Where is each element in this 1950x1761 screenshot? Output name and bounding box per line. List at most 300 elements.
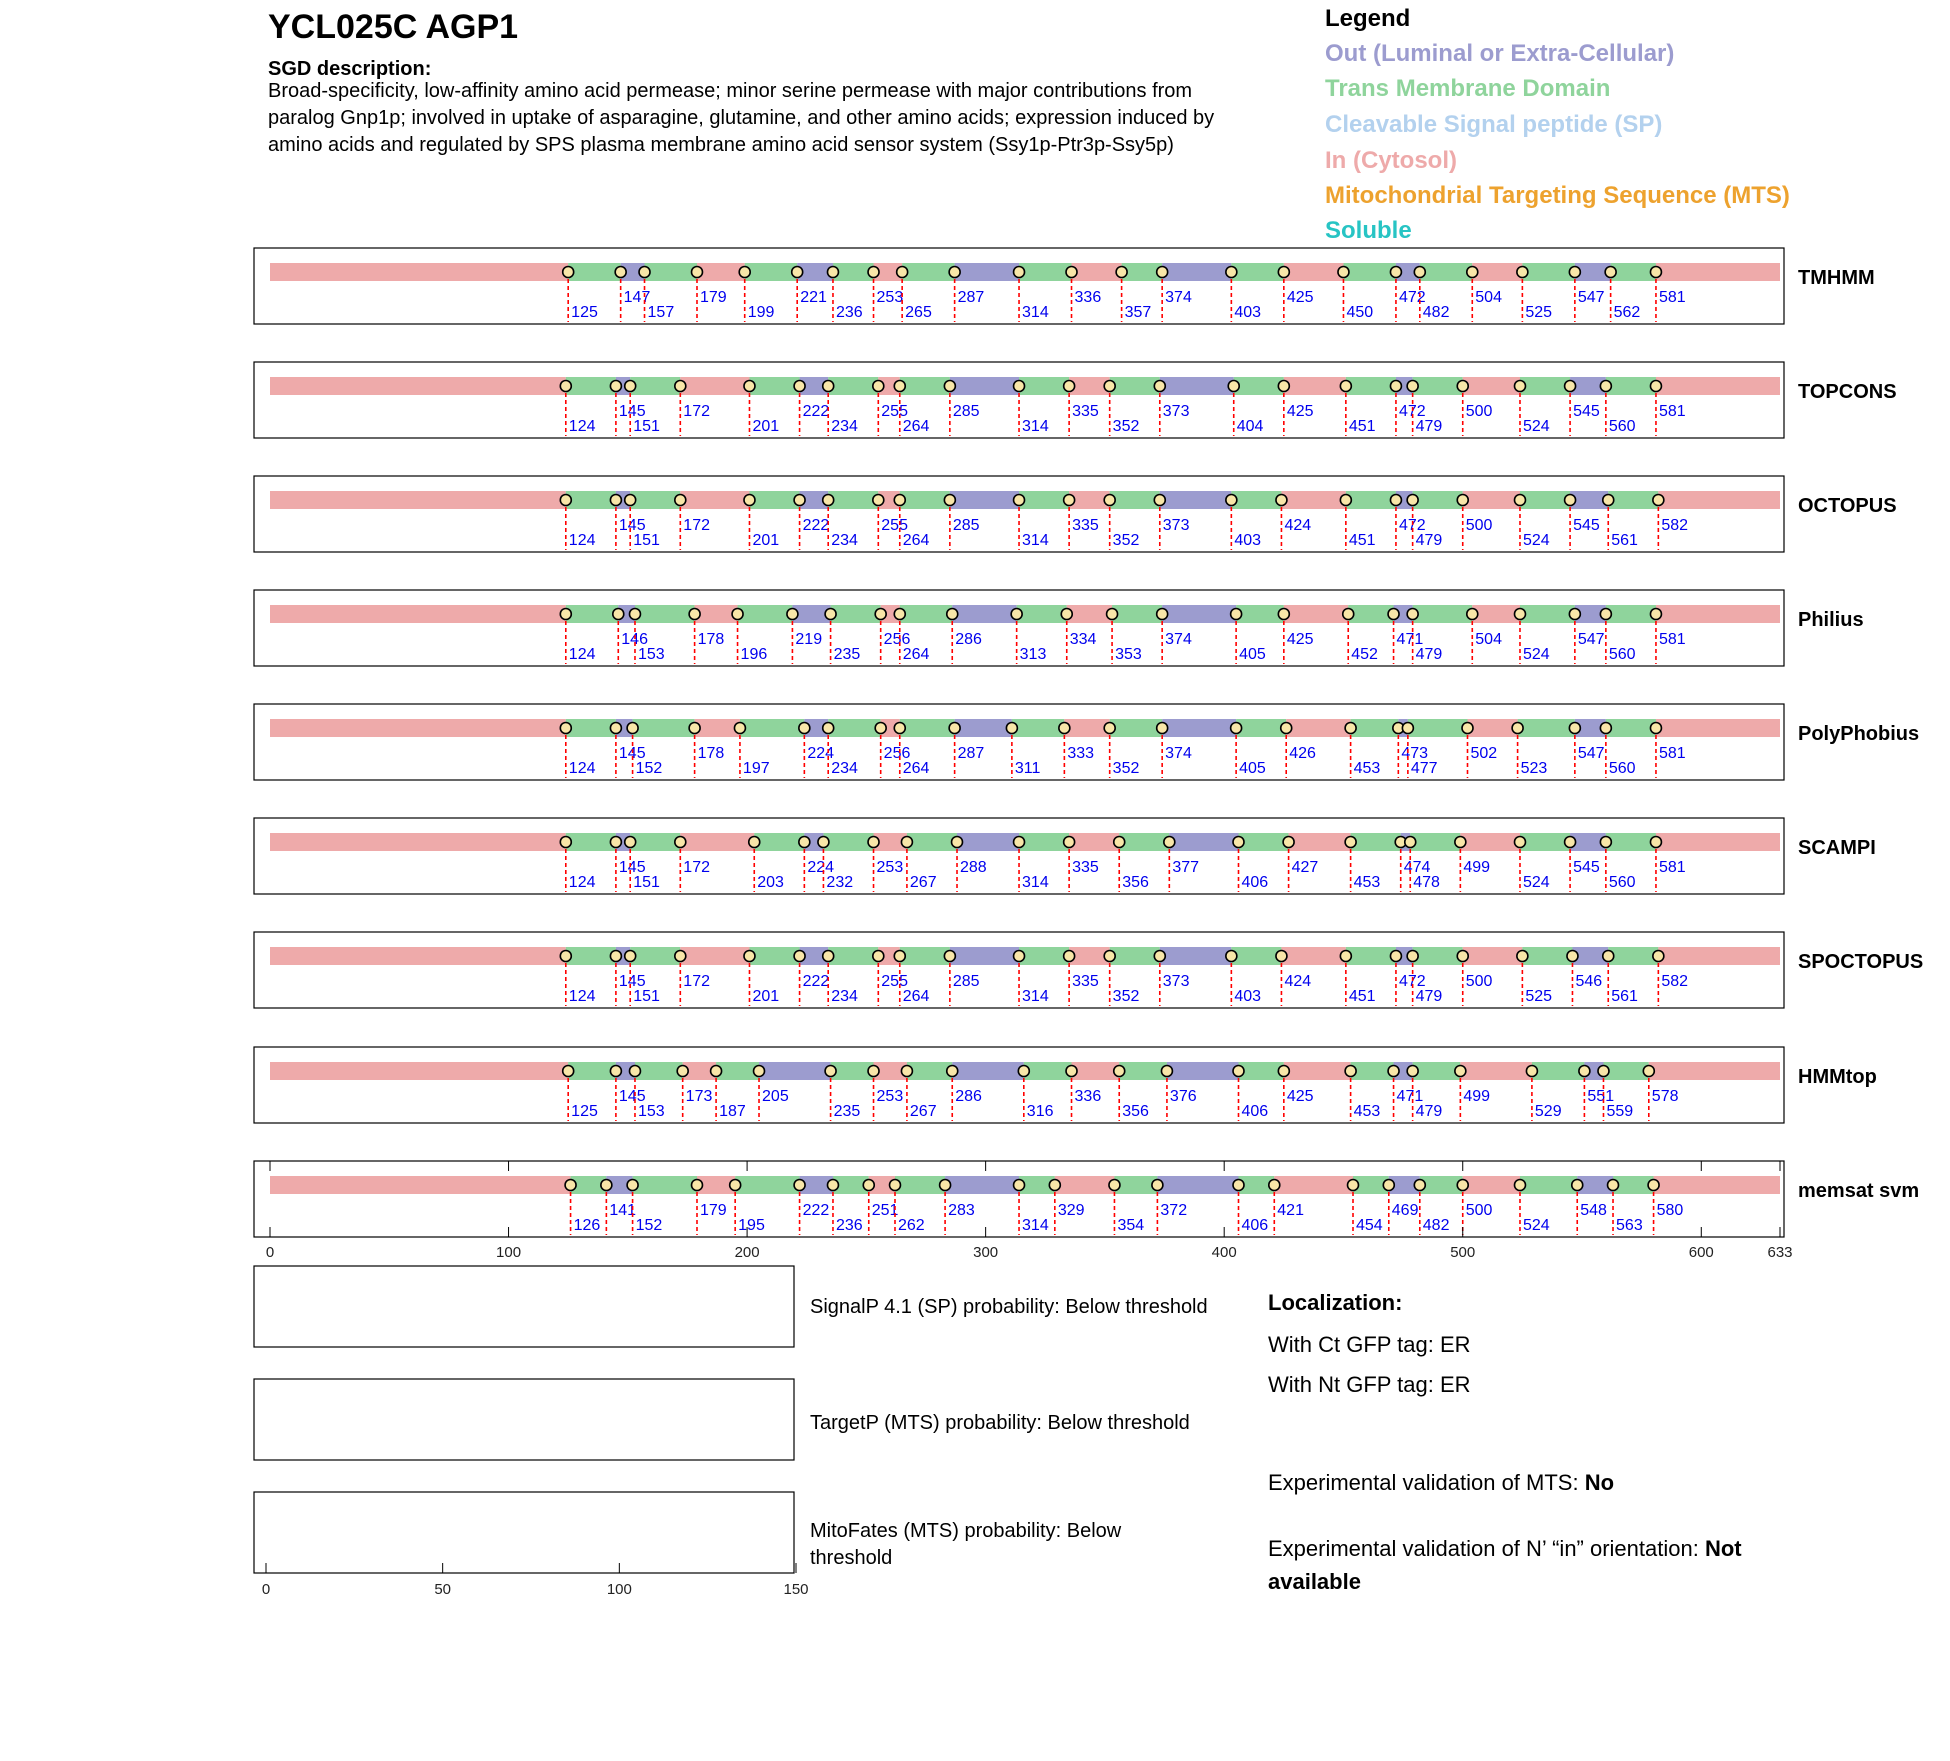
boundary-marker [754,1066,765,1077]
boundary-marker [1405,837,1416,848]
predictor-name: SPOCTOPUS [1798,951,1924,973]
boundary-marker [613,609,624,620]
boundary-position-label: 377 [1172,859,1200,876]
boundary-marker [1390,495,1401,506]
boundary-position-label: 151 [633,874,660,891]
boundary-marker [563,1066,574,1077]
topology-segment [1119,1062,1167,1080]
boundary-position-label: 201 [752,418,780,435]
topology-segment [1520,833,1570,851]
boundary-marker [615,267,626,278]
topology-segment [1236,719,1286,737]
boundary-marker [1228,381,1239,392]
mitofates-panel [254,1492,794,1573]
boundary-marker [940,1180,951,1191]
topology-segment [1019,263,1071,281]
boundary-marker [1567,951,1578,962]
boundary-position-label: 547 [1577,289,1605,306]
boundary-position-label: 406 [1241,874,1269,891]
topology-segment [1654,1176,1780,1194]
boundary-marker [1462,723,1473,734]
boundary-marker [1340,381,1351,392]
boundary-marker [625,495,636,506]
boundary-marker [732,609,743,620]
orientation-validation-label: Experimental validation of N’ “in” orientation: [1268,1536,1705,1561]
boundary-position-label: 264 [902,646,930,663]
boundary-marker [944,381,955,392]
boundary-position-label: 353 [1115,646,1142,663]
topology-segment [1289,833,1351,851]
boundary-marker [1064,951,1075,962]
topology-segment [754,833,804,851]
targetp-text: TargetP (MTS) probability: Below threshold [810,1412,1190,1434]
boundary-position-label: 547 [1577,745,1605,762]
boundary-position-label: 153 [637,1103,665,1120]
topology-segment [1410,833,1460,851]
boundary-position-label: 314 [1022,988,1049,1005]
boundary-marker [675,951,686,962]
x-axis-tick-label: 0 [265,1244,275,1261]
boundary-marker [1104,381,1115,392]
boundary-position-label: 151 [633,532,660,549]
topology-segment [568,1062,616,1080]
boundary-marker [1514,609,1525,620]
boundary-position-label: 285 [952,517,980,534]
boundary-marker [1231,609,1242,620]
topology-segment [1606,377,1656,395]
boundary-marker [1407,381,1418,392]
topology-segment [1281,491,1345,509]
topology-segment [1460,1062,1532,1080]
boundary-marker [1579,1066,1590,1077]
boundary-position-label: 578 [1651,1088,1679,1105]
boundary-marker [827,1180,838,1191]
boundary-marker [901,1066,912,1077]
boundary-marker [1514,1180,1525,1191]
predictor-row [254,476,1897,552]
boundary-marker [1457,951,1468,962]
boundary-position-label: 529 [1534,1103,1562,1120]
topology-segment [907,1062,952,1080]
topology-segment [1169,833,1238,851]
boundary-marker [794,1180,805,1191]
topology-segment [1024,1062,1072,1080]
boundary-marker [1066,267,1077,278]
topology-segment [950,947,1019,965]
boundary-position-label: 453 [1353,874,1381,891]
predictor-row [254,932,1923,1008]
boundary-position-label: 500 [1465,973,1493,990]
topology-segment [749,491,799,509]
boundary-position-label: 426 [1289,745,1316,762]
boundary-position-label: 199 [747,304,775,321]
topology-segment [907,833,957,851]
boundary-marker [1281,723,1292,734]
topology-segment [828,719,880,737]
boundary-marker [868,267,879,278]
predictor-row [254,362,1897,438]
legend-item-sp: Cleavable Signal peptide (SP) [1325,111,1663,138]
boundary-position-label: 311 [1014,760,1041,777]
boundary-position-label: 314 [1022,304,1049,321]
boundary-marker [1014,951,1025,962]
boundary-marker [1414,1180,1425,1191]
topology-segment [1286,719,1350,737]
topology-segment [1234,377,1284,395]
boundary-position-label: 145 [618,745,646,762]
boundary-position-label: 581 [1658,745,1686,762]
boundary-position-label: 124 [568,988,596,1005]
boundary-marker [1565,837,1576,848]
boundary-position-label: 151 [633,418,660,435]
boundary-position-label: 453 [1353,760,1381,777]
boundary-marker [947,609,958,620]
boundary-marker [1457,1180,1468,1191]
boundary-marker [1600,837,1611,848]
boundary-marker [610,381,621,392]
topology-segment [900,719,955,737]
topology-segment [1606,833,1656,851]
boundary-position-label: 264 [902,418,930,435]
topology-segment [633,719,695,737]
boundary-marker [689,609,700,620]
boundary-position-label: 545 [1573,403,1600,420]
boundary-position-label: 479 [1415,532,1443,549]
boundary-position-label: 141 [609,1202,637,1219]
topology-segment [566,833,616,851]
topology-segment [823,833,873,851]
topology-segment [630,947,680,965]
topology-segment [1274,1176,1353,1194]
topology-segment [1611,263,1656,281]
boundary-marker [1608,1180,1619,1191]
boundary-position-label: 425 [1286,631,1314,648]
topology-segment [955,263,1019,281]
boundary-position-label: 126 [573,1217,601,1234]
topology-segment [1012,719,1064,737]
x-axis-tick-label: 300 [973,1244,999,1261]
topology-segment [1346,947,1396,965]
predictor-row [254,818,1876,894]
boundary-position-label: 178 [697,631,725,648]
topology-segment [270,719,566,737]
boundary-marker [625,951,636,962]
boundary-position-label: 482 [1422,304,1450,321]
topology-segment [1408,719,1468,737]
boundary-position-label: 234 [831,988,858,1005]
boundary-position-label: 145 [618,859,646,876]
boundary-marker [744,495,755,506]
topology-segment [749,377,799,395]
boundary-marker [1345,723,1356,734]
boundary-marker [825,609,836,620]
boundary-position-label: 580 [1656,1202,1684,1219]
topology-segment [1160,947,1232,965]
boundary-position-label: 262 [897,1217,925,1234]
mitofates-text-line-2: threshold [810,1547,893,1569]
boundary-marker [823,723,834,734]
boundary-marker [1414,267,1425,278]
boundary-position-label: 482 [1422,1217,1450,1234]
boundary-marker [1278,381,1289,392]
boundary-position-label: 256 [883,745,911,762]
topology-segment [900,947,950,965]
topology-segment [1656,833,1780,851]
topology-segment [1346,377,1396,395]
boundary-position-label: 504 [1475,631,1502,648]
topology-segment [1019,491,1069,509]
boundary-marker [1233,837,1244,848]
topology-segment [1413,377,1463,395]
topology-segment [1231,491,1281,509]
boundary-marker [565,1180,576,1191]
boundary-marker [1603,951,1614,962]
boundary-marker [1114,1066,1125,1077]
x-axis-tick-label: 500 [1450,1244,1476,1261]
boundary-marker [863,1180,874,1191]
topology-segment [1603,1062,1648,1080]
boundary-position-label: 548 [1580,1202,1607,1219]
boundary-marker [689,723,700,734]
boundary-marker [1104,495,1115,506]
boundary-position-label: 560 [1608,874,1636,891]
topology-segment [740,719,804,737]
boundary-position-label: 286 [955,631,982,648]
boundary-position-label: 335 [1072,517,1099,534]
boundary-position-label: 524 [1522,874,1550,891]
boundary-marker [1014,1180,1025,1191]
boundary-marker [1231,723,1242,734]
boundary-position-label: 196 [740,646,768,663]
boundary-position-label: 500 [1465,1202,1493,1219]
boundary-position-label: 153 [637,646,665,663]
boundary-marker [1059,723,1070,734]
legend-title: Legend [1325,5,1411,32]
topology-segment [1069,833,1119,851]
predictor-name: TMHMM [1798,267,1875,289]
topology-segment [952,605,1016,623]
topology-segment [680,377,749,395]
topology-segment [831,1062,874,1080]
signalp-panel [254,1266,794,1347]
topology-segment [831,605,881,623]
topology-segment [1119,833,1169,851]
boundary-marker [625,837,636,848]
boundary-position-label: 265 [905,304,932,321]
legend-item-in: In (Cytosol) [1325,147,1457,174]
topology-segment [1346,491,1396,509]
boundary-marker [1467,609,1478,620]
boundary-position-label: 373 [1162,403,1190,420]
boundary-marker [1226,267,1237,278]
boundary-position-label: 124 [568,418,596,435]
topology-segment [568,263,620,281]
boundary-position-label: 335 [1072,403,1099,420]
boundary-position-label: 205 [762,1088,789,1105]
topology-segment [738,605,793,623]
topology-segment [1284,1062,1351,1080]
boundary-marker [1066,1066,1077,1077]
predictor-name: Philius [1798,609,1864,631]
boundary-marker [560,609,571,620]
boundary-marker [818,837,829,848]
boundary-marker [897,267,908,278]
boundary-position-label: 173 [685,1088,713,1105]
boundary-marker [894,723,905,734]
boundary-position-label: 264 [902,532,930,549]
boundary-position-label: 504 [1475,289,1502,306]
boundary-marker [1455,1066,1466,1077]
predictor-name: SCAMPI [1798,837,1876,859]
boundary-position-label: 546 [1575,973,1603,990]
boundary-marker [1407,495,1418,506]
boundary-marker [868,1066,879,1077]
boundary-position-label: 236 [835,1217,863,1234]
boundary-position-label: 285 [952,973,980,990]
topology-segment [1019,833,1069,851]
topology-segment [1238,833,1288,851]
boundary-marker [1233,1180,1244,1191]
boundary-position-label: 425 [1286,403,1314,420]
boundary-position-label: 201 [752,532,780,549]
topology-segment [680,947,749,965]
boundary-marker [1116,267,1127,278]
boundary-position-label: 452 [1351,646,1378,663]
boundary-marker [1278,609,1289,620]
boundary-marker [1457,381,1468,392]
boundary-marker [794,495,805,506]
boundary-position-label: 373 [1162,517,1190,534]
boundary-marker [1018,1066,1029,1077]
boundary-position-label: 178 [697,745,725,762]
boundary-marker [1388,609,1399,620]
mts-validation [1268,1470,1614,1495]
boundary-marker [1104,723,1115,734]
boundary-marker [1514,495,1525,506]
boundary-position-label: 356 [1122,1103,1149,1120]
boundary-position-label: 352 [1112,418,1140,435]
boundary-marker [794,951,805,962]
boundary-marker [873,495,884,506]
predictor-name: HMMtop [1798,1066,1877,1088]
boundary-position-label: 255 [881,517,908,534]
boundary-position-label: 472 [1398,289,1426,306]
boundary-marker [1104,951,1115,962]
boundary-position-label: 581 [1658,289,1686,306]
topology-segment [680,491,749,509]
boundary-marker [1345,837,1356,848]
x-axis-tick-label: 633 [1767,1244,1793,1261]
boundary-position-label: 314 [1022,418,1049,435]
topology-segment [1522,947,1572,965]
topology-segment [957,833,1019,851]
boundary-marker [792,267,803,278]
boundary-position-label: 450 [1346,304,1374,321]
boundary-marker [691,1180,702,1191]
boundary-position-label: 232 [826,874,854,891]
boundary-position-label: 471 [1396,631,1424,648]
topology-segment [1520,491,1570,509]
x-axis-tick-label: 200 [734,1244,760,1261]
boundary-marker [1064,837,1075,848]
boundary-position-label: 374 [1165,631,1192,648]
boundary-marker [675,381,686,392]
topology-segment [566,947,616,965]
boundary-marker [744,381,755,392]
localization-ct: With Ct GFP tag: ER [1268,1332,1471,1357]
topology-segment [270,491,566,509]
probability-panels [254,1266,1208,1598]
boundary-marker [1514,381,1525,392]
topology-segment [566,491,616,509]
boundary-position-label: 316 [1026,1103,1054,1120]
legend-item-mts: Mitochondrial Targeting Sequence (MTS) [1325,182,1790,209]
boundary-position-label: 404 [1236,418,1264,435]
boundary-position-label: 255 [881,403,908,420]
topology-segment [1520,605,1575,623]
boundary-marker [1109,1180,1120,1191]
boundary-marker [1014,267,1025,278]
boundary-position-label: 253 [876,859,904,876]
boundary-position-label: 581 [1658,631,1686,648]
topology-segment [1420,1176,1463,1194]
boundary-marker [1383,1180,1394,1191]
topology-segment [566,377,616,395]
topology-segment [735,1176,799,1194]
boundary-position-label: 472 [1398,517,1426,534]
boundary-position-label: 251 [871,1202,899,1219]
boundary-marker [625,381,636,392]
boundary-position-label: 582 [1661,517,1689,534]
topology-segment [1468,719,1518,737]
legend-item-tm: Trans Membrane Domain [1325,75,1611,102]
boundary-marker [875,723,886,734]
boundary-position-label: 151 [633,988,660,1005]
boundary-position-label: 502 [1470,745,1498,762]
boundary-position-label: 479 [1415,1103,1443,1120]
boundary-position-label: 201 [752,988,780,1005]
topology-segment [1460,833,1520,851]
boundary-marker [1526,1066,1537,1077]
boundary-marker [1278,1066,1289,1077]
boundary-marker [1565,495,1576,506]
boundary-position-label: 336 [1074,289,1102,306]
topology-segment [1072,1062,1120,1080]
boundary-position-label: 286 [955,1088,982,1105]
topology-segment [1472,263,1522,281]
boundary-position-label: 197 [742,760,770,777]
topology-segment [1114,1176,1157,1194]
boundary-marker [875,609,886,620]
topology-segment [1162,263,1231,281]
boundary-marker [1650,609,1661,620]
boundary-position-label: 314 [1022,874,1049,891]
boundary-marker [894,951,905,962]
description-line-3: amino acids and regulated by SPS plasma membrane amino acid sensor system (Ssy1p-Ptr3p-Ssy5p) [268,134,1174,156]
topology-segment [900,491,950,509]
topology-segment [645,263,697,281]
topology-segment [1649,1062,1780,1080]
topology-segment [1656,263,1780,281]
boundary-marker [1064,381,1075,392]
boundary-position-label: 335 [1072,973,1099,990]
boundary-position-label: 283 [948,1202,975,1219]
boundary-marker [560,837,571,848]
predictor-row [254,590,1864,666]
boundary-marker [1152,1180,1163,1191]
boundary-marker [1340,495,1351,506]
predictor-name: PolyPhobius [1798,723,1920,745]
